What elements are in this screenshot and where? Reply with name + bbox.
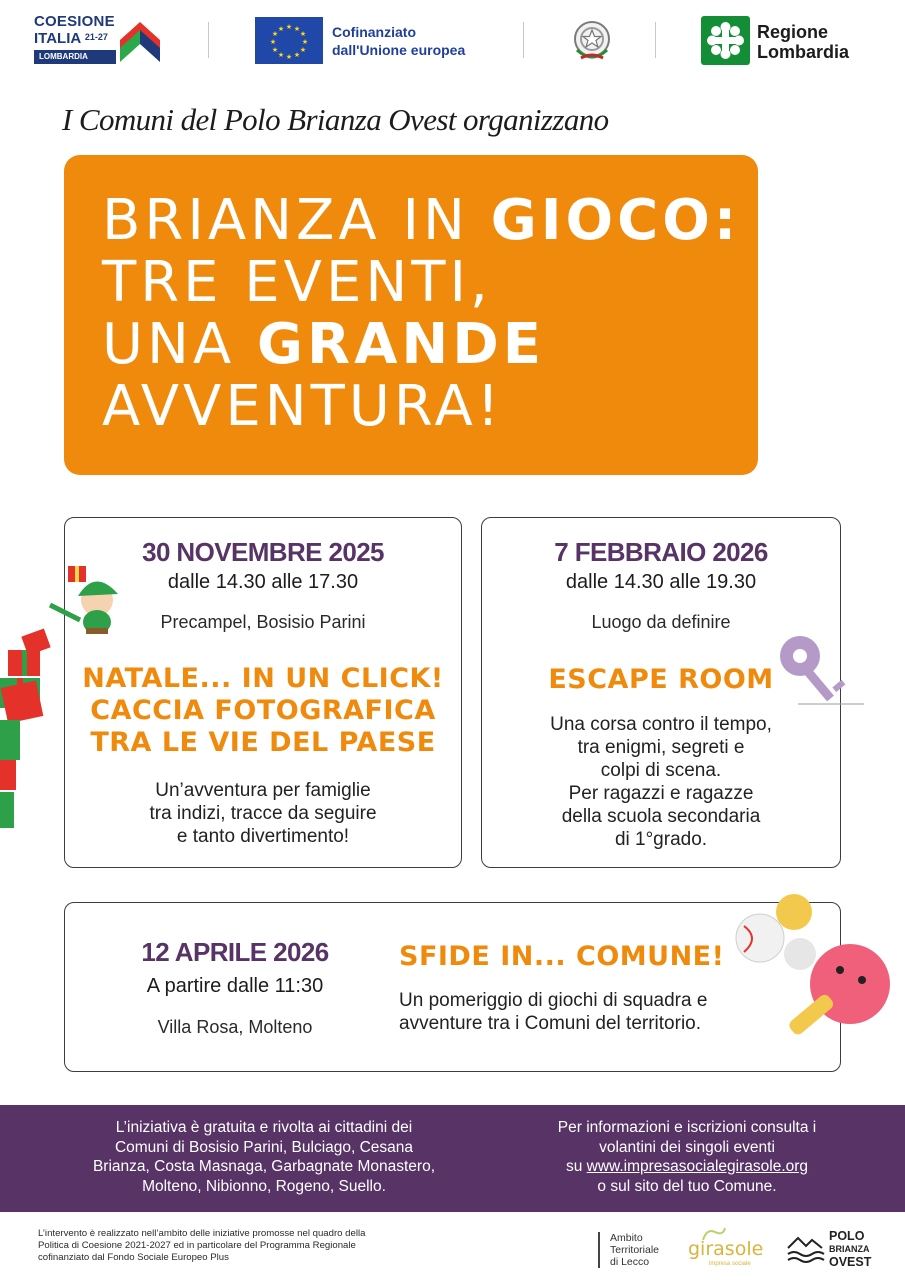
ambito-logo-text: Ambito Territoriale di Lecco (610, 1232, 660, 1268)
ping-pong-balls-icon (730, 888, 895, 1058)
event-description: Un’avventura per famiglie tra indizi, tracce da seguire e tanto divertimento! (149, 780, 377, 847)
event-title: SFIDE IN... COMUNE! (399, 941, 725, 972)
regione-logo-text: Regione Lombardia (757, 22, 850, 62)
girasole-logo-name: girasole (688, 1238, 764, 1260)
eu-flag-icon (255, 17, 323, 64)
registration-info-text: Per informazioni e iscrizioni consulta i volantini dei singoli eventi su www.impresasocialegirasole.org o sul sito del tuo Comune. (557, 1119, 817, 1195)
svg-text:★: ★ (293, 25, 301, 33)
coesione-arrows-icon (118, 14, 162, 64)
event-place: Luogo da definire (591, 612, 731, 632)
regione-lombardia-logo (701, 16, 881, 66)
logo-separator (208, 22, 209, 58)
event-date: 12 APRILE 2026 (141, 937, 329, 967)
svg-text:★: ★ (293, 51, 301, 59)
eu-logo-text: Cofinanziato dall'Unione europea (332, 24, 466, 58)
event-title: ESCAPE ROOM (548, 664, 774, 695)
christmas-elf-with-gifts-icon (0, 560, 140, 835)
event-description: Un pomeriggio di giochi di squadra e avventure tra i Comuni del territorio. (399, 990, 708, 1034)
event-date: 7 FEBBRAIO 2026 (554, 537, 768, 567)
ambito-logo-bar (598, 1232, 600, 1268)
event-place: Villa Rosa, Molteno (157, 1017, 313, 1037)
girasole-website-link[interactable]: www.impresasocialegirasole.org (586, 1158, 809, 1175)
headline-line-2: TRE EVENTI, (102, 250, 492, 315)
logo-separator (523, 22, 524, 58)
event-time: dalle 14.30 alle 17.30 (167, 571, 359, 593)
svg-text:★: ★ (285, 23, 293, 31)
logo-separator (655, 22, 656, 58)
organizers-subtitle: I Comuni del Polo Brianza Ovest organizzano (62, 102, 609, 137)
info-band (0, 1105, 905, 1212)
lombardia-rose-icon (701, 16, 750, 65)
svg-text:★: ★ (301, 38, 309, 46)
ambito-territoriale-lecco-logo (598, 1226, 678, 1272)
eligibility-text: L’iniziativa è gratuita e rivolta ai cittadini dei Comuni di Bosisio Parini, Bulciago, Cesana Brianza, Costa Masnaga, Garbagnate Monastero, Molteno, Nibionno, Rogeno, Suello. (92, 1119, 436, 1195)
headline-banner (64, 155, 758, 475)
coesione-italia-logo (34, 14, 164, 66)
waves-mountain-icon (786, 1234, 826, 1264)
headline-line-4: AVVENTURA! (102, 374, 504, 439)
svg-text:★: ★ (277, 25, 285, 33)
event-place: Precampel, Bosisio Parini (160, 612, 366, 632)
coesione-logo-line2: ITALIA $^{21-27}$ (34, 30, 108, 47)
eu-cofinanced-logo (255, 17, 485, 65)
svg-text:★: ★ (299, 46, 307, 54)
svg-text:★: ★ (277, 51, 285, 59)
key-icon (778, 626, 868, 710)
coesione-logo-region: LOMBARDIA (34, 50, 116, 64)
event-date: 30 NOVEMBRE 2025 (142, 537, 384, 567)
logo-bar (0, 0, 905, 80)
event-title: NATALE... IN UN CLICK! CACCIA FOTOGRAFICA TRA LE VIE DEL PAESE (82, 663, 444, 758)
headline-line-1: BRIANZA IN GIOCO: (102, 188, 741, 253)
svg-text:★: ★ (285, 53, 293, 61)
event-description: Una corsa contro il tempo, tra enigmi, segreti e colpi di scena. Per ragazzi e ragazze della scuola secondaria di 1°grado. (550, 714, 772, 850)
polo-brianza-ovest-logo (786, 1228, 886, 1272)
event-card-challenges (64, 902, 841, 1072)
polo-logo-text: POLO BRIANZA OVEST (829, 1229, 872, 1269)
coesione-logo-line1: COESIONE (34, 13, 115, 30)
headline-line-3: UNA GRANDE (102, 312, 546, 377)
svg-text:★: ★ (269, 38, 277, 46)
svg-text:★: ★ (271, 46, 279, 54)
svg-text:★: ★ (271, 30, 279, 38)
italian-republic-emblem-icon (571, 18, 613, 64)
svg-text:★: ★ (299, 30, 307, 38)
event-time: A partire dalle 11:30 (146, 975, 324, 997)
event-time: dalle 14.30 alle 19.30 (565, 571, 757, 593)
girasole-logo-tagline: impresa sociale (709, 1261, 751, 1267)
funding-footnote: L’intervento è realizzato nell’ambito delle iniziative promosse nel quadro della Politica di Coesione 2021-2027 ed in particolare del Programma Regionale cofinanziato dal Fondo Sociale Europeo Plus (38, 1228, 366, 1263)
girasole-logo (685, 1226, 775, 1272)
